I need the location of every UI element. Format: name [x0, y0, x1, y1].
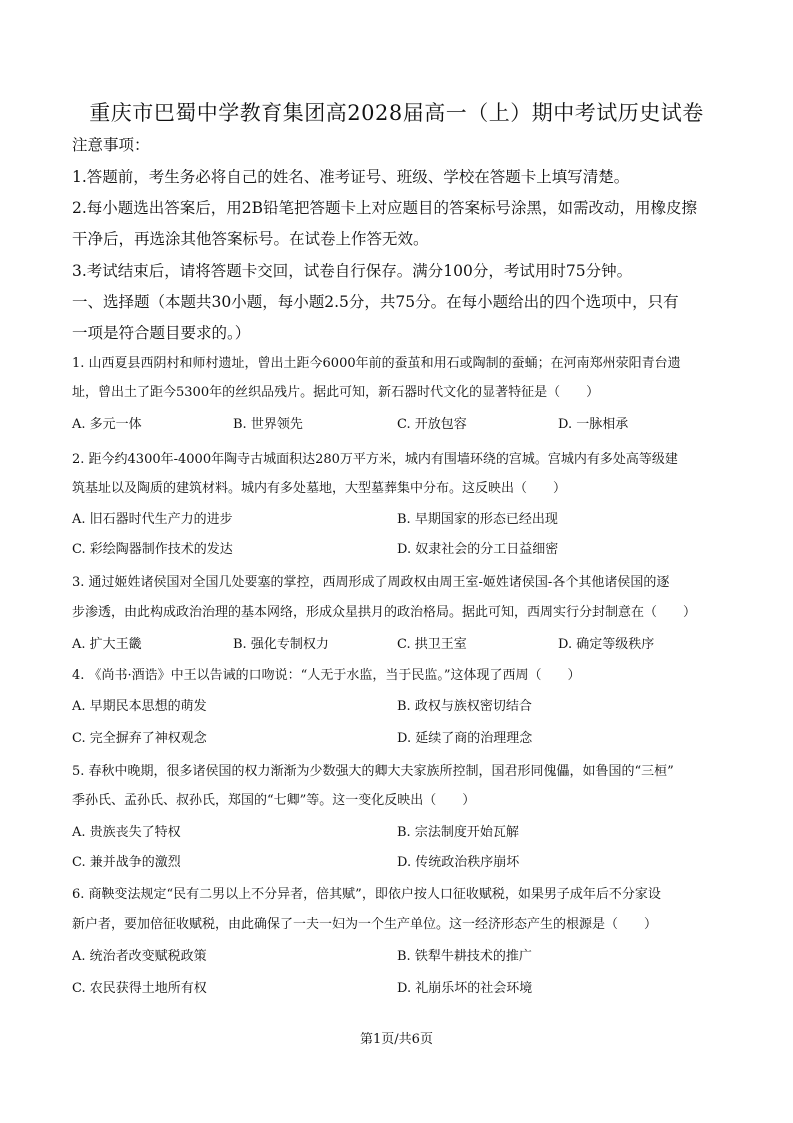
notice-item-2b: 干净后，再选涂其他答案标号。在试卷上作答无效。: [72, 230, 429, 248]
question-5-line2: 季孙氏、孟孙氏、叔孙氏，郑国的“七卿”等。这一变化反映出（ ）: [72, 793, 476, 808]
page-footer: 第1页/共6页: [360, 1032, 433, 1047]
question-2-line1: 2. 距今约4300年-4000年陶寺古城面积达280万平方米，城内有围墙环绕的宫城。宫城内有多处高等级建: [72, 452, 678, 467]
q2-option-b: B. 早期国家的形态已经出现: [397, 512, 558, 527]
q2-option-d: D. 奴隶社会的分工日益细密: [397, 542, 559, 557]
q3-option-d: D. 确定等级秩序: [558, 637, 655, 652]
notice-item-2a: 2.每小题选出答案后，用2B铅笔把答题卡上对应题目的答案标号涂黑，如需改动，用橡皮擦: [72, 199, 698, 217]
q4-option-b: B. 政权与族权密切结合: [397, 699, 532, 714]
q1-option-c: C. 开放包容: [397, 417, 467, 432]
notice-heading: 注意事项：: [72, 136, 150, 154]
question-3-line1: 3. 通过姬姓诸侯国对全国几处要塞的掌控，西周形成了周政权由周王室-姬姓诸侯国-各个其他诸侯国的逐: [72, 575, 670, 590]
q1-option-a: A. 多元一体: [72, 417, 142, 432]
q5-option-d: D. 传统政治秩序崩坏: [397, 855, 520, 870]
q4-option-c: C. 完全摒弃了神权观念: [72, 731, 207, 746]
q2-option-a: A. 旧石器时代生产力的进步: [72, 512, 233, 527]
question-6-line1: 6. 商鞅变法规定“民有二男以上不分异者，倍其赋”，即依户按人口征收赋税，如果男子成年后不分家设: [72, 887, 661, 902]
question-2-line2: 筑基址以及陶质的建筑材料。城内有多处墓地，大型墓葬集中分布。这反映出（ ）: [72, 481, 567, 496]
section-heading-line1: 一、选择题（本题共30小题，每小题2.5分，共75分。在每小题给出的四个选项中，只有: [72, 293, 679, 311]
q5-option-c: C. 兼并战争的激烈: [72, 855, 181, 870]
q6-option-d: D. 礼崩乐坏的社会环境: [397, 981, 533, 996]
exam-title: 重庆市巴蜀中学教育集团高2028届高一（上）期中考试历史试卷: [89, 101, 704, 125]
q6-option-a: A. 统治者改变赋税政策: [72, 949, 207, 964]
q1-option-b: B. 世界领先: [233, 417, 303, 432]
q3-option-a: A. 扩大王畿: [72, 637, 142, 652]
q2-option-c: C. 彩绘陶器制作技术的发达: [72, 542, 233, 557]
question-1-line1: 1. 山西夏县西阴村和师村遗址，曾出土距今6000年前的蚕茧和用石或陶制的蚕蛹；在河南郑州荥阳青台遗: [72, 356, 681, 371]
q6-option-c: C. 农民获得土地所有权: [72, 981, 207, 996]
notice-item-3: 3.考试结束后，请将答题卡交回，试卷自行保存。满分100分，考试用时75分钟。: [72, 262, 633, 280]
notice-item-1: 1.答题前，考生务必将自己的姓名、准考证号、班级、学校在答题卡上填写清楚。: [72, 168, 630, 186]
q3-option-b: B. 强化专制权力: [233, 637, 329, 652]
question-1-line2: 址，曾出土了距今5300年的丝织品残片。据此可知，新石器时代文化的显著特征是（ ）: [72, 385, 600, 400]
question-6-line2: 新户者，要加倍征收赋税，由此确保了一夫一妇为一个生产单位。这一经济形态产生的根源是（ ）: [72, 917, 658, 932]
q1-option-d: D. 一脉相承: [558, 417, 629, 432]
q4-option-d: D. 延续了商的治理理念: [397, 731, 533, 746]
question-4-line1: 4. 《尚书·酒诰》中王以告诫的口吻说：“人无于水监，当于民监。”这体现了西周（ ）: [72, 668, 581, 683]
q3-option-c: C. 拱卫王室: [397, 637, 467, 652]
q5-option-a: A. 贵族丧失了特权: [72, 825, 181, 840]
q4-option-a: A. 早期民本思想的萌发: [72, 699, 207, 714]
q6-option-b: B. 铁犁牛耕技术的推广: [397, 949, 532, 964]
question-5-line1: 5. 春秋中晚期，很多诸侯国的权力渐渐为少数强大的卿大夫家族所控制，国君形同傀儡，如鲁国的“三桓”: [72, 764, 674, 779]
section-heading-line2: 一项是符合题目要求的。）: [72, 324, 251, 342]
q5-option-b: B. 宗法制度开始瓦解: [397, 825, 519, 840]
question-3-line2: 步渗透，由此构成政治治理的基本网络，形成众星拱月的政治格局。据此可知，西周实行分封制意在（ ）: [72, 605, 697, 620]
